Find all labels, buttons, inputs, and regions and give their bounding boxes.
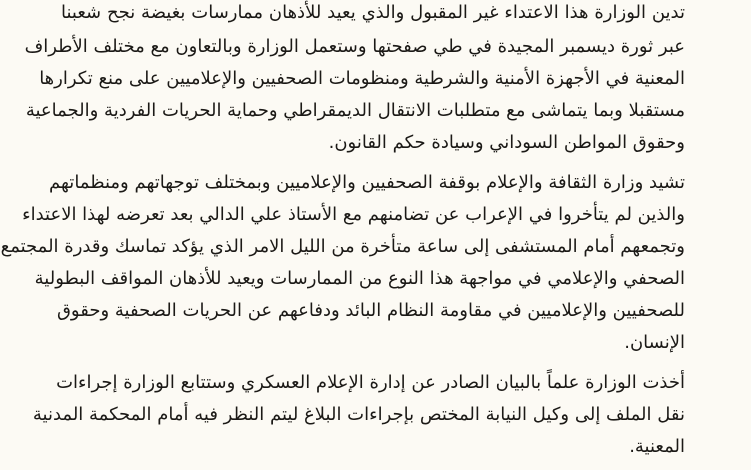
paragraph-2-line-3: وتجمعهم أمام المستشفى إلى ساعة متأخرة من الليل الامر الذي يؤكد تماسك وقدرة المجتمع [0,236,685,257]
paragraph-3-line-3: المعنية. [629,436,685,457]
paragraph-2-line-4: الصحفي والإعلامي في مواجهة هذا النوع من الممارسات ويعيد للأذهان المواقف البطولية [34,268,685,289]
paragraph-3-line-1: أخذت الوزارة علماً بالبيان الصادر عن إدارة الإعلام العسكري وستتابع الوزارة إجراءات [56,372,685,393]
paragraph-1-line-2: عبر ثورة ديسمبر المجيدة في طي صفحتها وستعمل الوزارة وبالتعاون مع مختلف الأطراف [24,36,685,57]
paragraph-1-line-4: مستقبلا وبما يتماشى مع متطلبات الانتقال الديمقراطي وحماية الحريات الفردية والجماعية [25,100,685,121]
paragraph-2-line-6: الإنسان. [624,332,685,353]
paragraph-3-line-2: نقل الملف إلى وكيل النيابة المختص بإجراءات البلاغ ليتم النظر فيه أمام المحكمة المدنية [32,404,685,425]
paragraph-1-line-3: المعنية في الأجهزة الأمنية والشرطية ومنظومات الصحفيين والإعلاميين على منع تكرارها [39,68,685,89]
paragraph-2-line-2: والذين لم يتأخروا في الإعراب عن تضامنهم مع الأستاذ علي الدالي بعد تعرضه لهذا الاعتداء [22,204,685,225]
paragraph-2-line-5: للصحفيين والإعلاميين في مقاومة النظام البائد ودفاعهم عن الحريات الصحفية وحقوق [56,300,685,321]
paragraph-2-line-1: تشيد وزارة الثقافة والإعلام بوقفة الصحفيين والإعلاميين وبمختلف توجهاتهم ومنظماتهم [49,172,685,193]
paragraph-1-line-1: تدين الوزارة هذا الاعتداء غير المقبول والذي يعيد للأذهان ممارسات بغيضة نجح شعبنا [61,2,685,23]
paragraph-1-line-5: وحقوق المواطن السوداني وسيادة حكم القانون. [328,132,685,153]
